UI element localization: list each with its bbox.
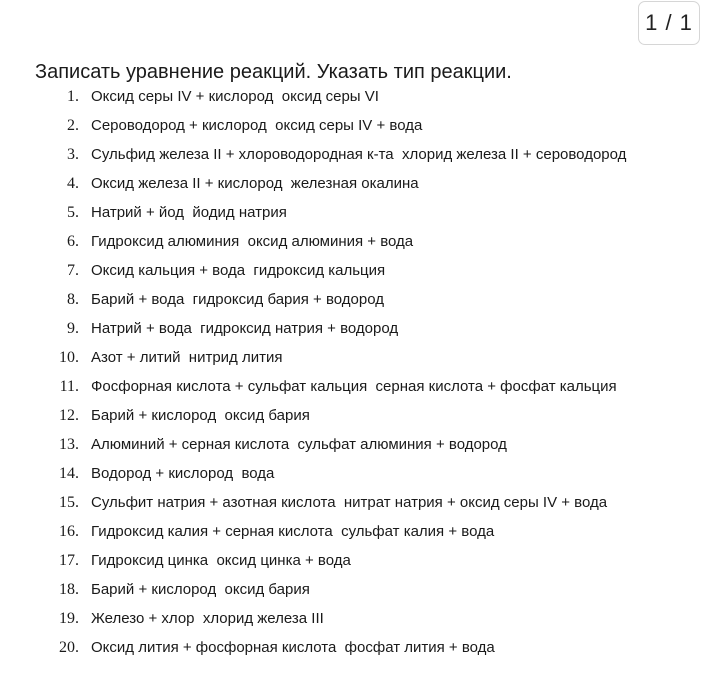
item-text: Барий + вода гидроксид бария + водород (91, 291, 384, 308)
item-number: 19. (59, 610, 79, 627)
item-number: 9. (67, 320, 79, 337)
list-item (35, 462, 696, 491)
list-item (35, 607, 696, 636)
item-text: Гидроксид алюминия оксид алюминия + вода (91, 233, 414, 250)
list-item (35, 346, 696, 375)
item-number: 20. (59, 639, 79, 656)
item-text: Барий + кислород оксид бария (91, 407, 310, 424)
list-item (35, 143, 696, 172)
list-item (35, 259, 696, 288)
item-text: Сероводород + кислород оксид серы IV + вода (91, 117, 423, 134)
item-number: 4. (67, 175, 79, 192)
item-number: 14. (59, 465, 79, 482)
item-number: 7. (67, 262, 79, 279)
task-heading: Записать уравнение реакций. Указать тип реакции. (35, 61, 512, 83)
item-number: 2. (67, 117, 79, 134)
item-text: Водород + кислород вода (91, 465, 275, 482)
item-number: 18. (59, 581, 79, 598)
list-item (35, 404, 696, 433)
item-text: Барий + кислород оксид бария (91, 581, 310, 598)
item-number: 8. (67, 291, 79, 308)
item-number: 16. (59, 523, 79, 540)
item-text: Азот + литий нитрид лития (91, 349, 283, 366)
item-number: 15. (59, 494, 79, 511)
list-item (35, 317, 696, 346)
item-text: Железо + хлор хлорид железа III (91, 610, 324, 627)
item-text: Оксид серы IV + кислород оксид серы VI (91, 88, 379, 105)
item-number: 17. (59, 552, 79, 569)
page-indicator[interactable]: 1 / 1 (638, 1, 700, 45)
list-item (35, 230, 696, 259)
item-number: 13. (59, 436, 79, 453)
item-text: Сульфит натрия + азотная кислота нитрат натрия + оксид серы IV + вода (91, 494, 608, 511)
list-item (35, 491, 696, 520)
item-number: 10. (59, 349, 79, 366)
list-item (35, 433, 696, 462)
item-number: 12. (59, 407, 79, 424)
item-text: Алюминий + серная кислота сульфат алюминия + водород (91, 436, 507, 453)
list-item (35, 201, 696, 230)
list-item (35, 172, 696, 201)
item-number: 3. (67, 146, 79, 163)
item-number: 6. (67, 233, 79, 250)
list-item (35, 288, 696, 317)
item-number: 5. (67, 204, 79, 221)
item-text: Гидроксид калия + серная кислота сульфат калия + вода (91, 523, 495, 540)
list-item (35, 549, 696, 578)
item-number: 11. (59, 378, 79, 395)
document-body (35, 60, 696, 665)
list-item (35, 578, 696, 607)
list-item (35, 520, 696, 549)
item-text: Гидроксид цинка оксид цинка + вода (91, 552, 351, 569)
item-number: 1. (67, 88, 79, 105)
item-text: Натрий + вода гидроксид натрия + водород (91, 320, 399, 337)
list-item (35, 114, 696, 143)
item-text: Фосфорная кислота + сульфат кальция серная кислота + фосфат кальция (91, 378, 617, 395)
item-text: Оксид лития + фосфорная кислота фосфат лития + вода (91, 639, 495, 656)
item-text: Оксид железа II + кислород железная окалина (91, 175, 419, 192)
list-item (35, 85, 696, 114)
item-text: Сульфид железа II + хлороводородная к-та хлорид железа II + сероводород (91, 146, 627, 163)
list-item (35, 375, 696, 404)
list-item (35, 636, 696, 665)
reaction-list (35, 85, 696, 665)
item-text: Натрий + йод йодид натрия (91, 204, 287, 221)
item-text: Оксид кальция + вода гидроксид кальция (91, 262, 386, 279)
